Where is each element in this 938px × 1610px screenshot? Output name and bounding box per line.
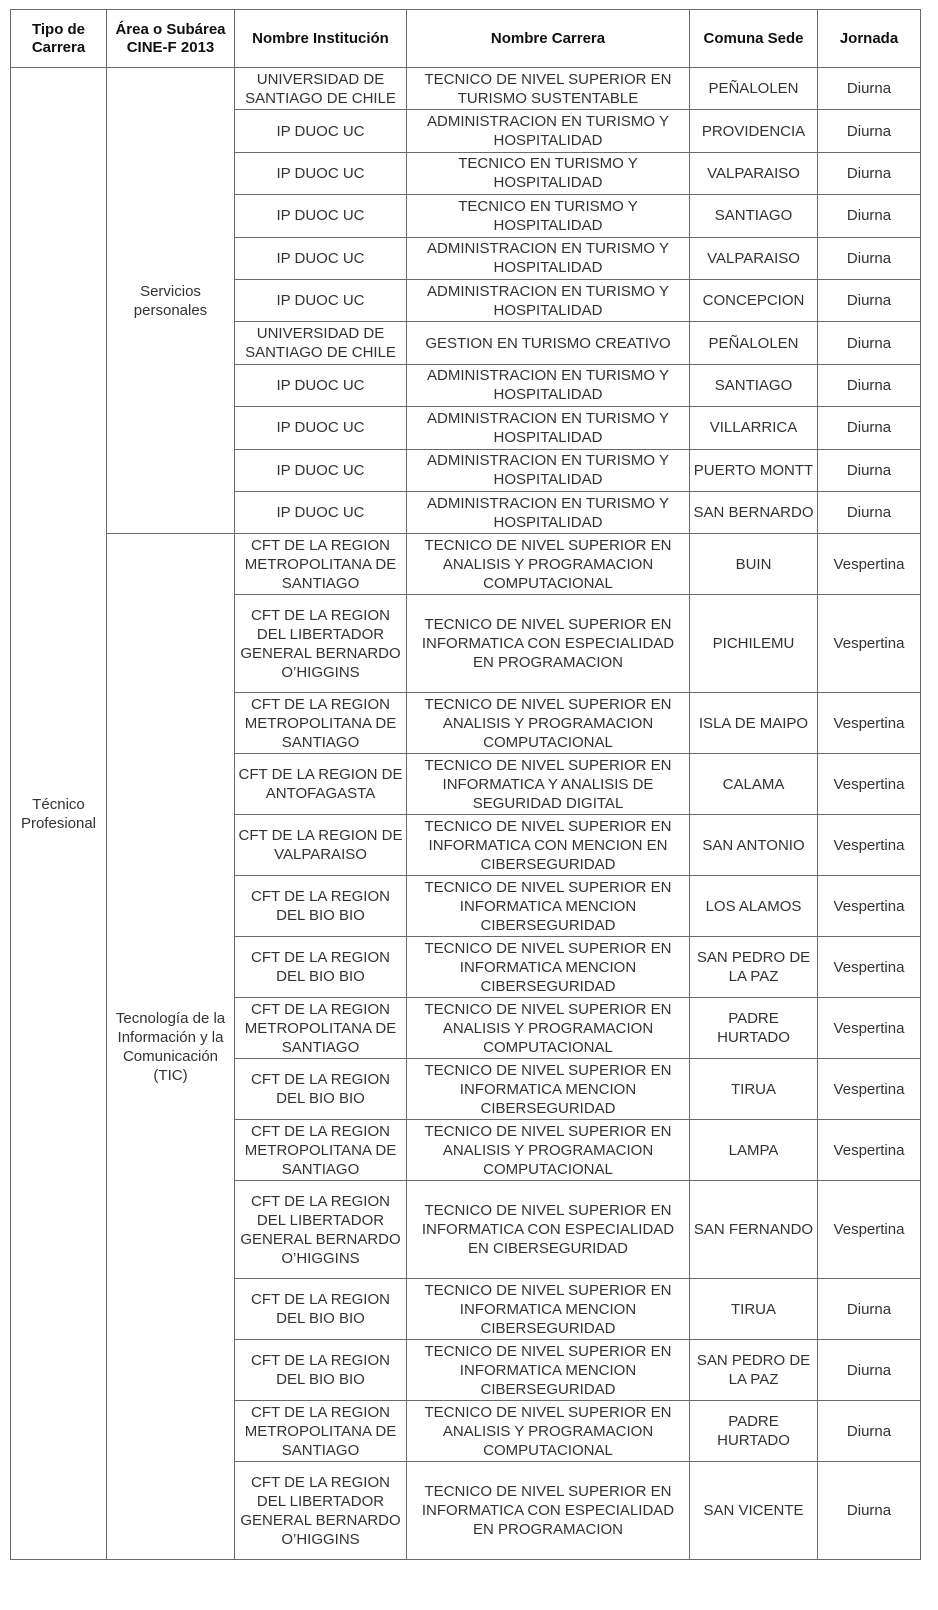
carrera-cell: TECNICO DE NIVEL SUPERIOR EN ANALISIS Y PROGRAMACION COMPUTACIONAL [407,693,690,754]
carrera-cell: ADMINISTRACION EN TURISMO Y HOSPITALIDAD [407,364,690,406]
comuna-cell: PEÑALOLEN [690,68,818,110]
comuna-cell: LOS ALAMOS [690,876,818,937]
comuna-cell: TIRUA [690,1059,818,1120]
header-comuna: Comuna Sede [690,10,818,68]
comuna-cell: SAN PEDRO DE LA PAZ [690,1340,818,1401]
jornada-cell: Vespertina [818,1120,921,1181]
carrera-cell: TECNICO DE NIVEL SUPERIOR EN INFORMATICA MENCION CIBERSEGURIDAD [407,1340,690,1401]
institucion-cell: UNIVERSIDAD DE SANTIAGO DE CHILE [235,322,407,364]
institucion-cell: UNIVERSIDAD DE SANTIAGO DE CHILE [235,68,407,110]
jornada-cell: Vespertina [818,693,921,754]
comuna-cell: ISLA DE MAIPO [690,693,818,754]
comuna-cell: PUERTO MONTT [690,449,818,491]
jornada-cell: Diurna [818,449,921,491]
carrera-cell: ADMINISTRACION EN TURISMO Y HOSPITALIDAD [407,407,690,449]
jornada-cell: Diurna [818,1279,921,1340]
carrera-cell: TECNICO DE NIVEL SUPERIOR EN INFORMATICA MENCION CIBERSEGURIDAD [407,1279,690,1340]
institucion-cell: CFT DE LA REGION DEL LIBERTADOR GENERAL BERNARDO O’HIGGINS [235,595,407,693]
table-row [11,68,921,110]
jornada-cell: Diurna [818,279,921,321]
header-area: Área o Subárea CINE-F 2013 [107,10,235,68]
area-tic-cell: Tecnología de la Información y la Comunicación (TIC) [107,534,235,1560]
carrera-cell: TECNICO EN TURISMO Y HOSPITALIDAD [407,195,690,237]
institucion-cell: IP DUOC UC [235,407,407,449]
institucion-cell: CFT DE LA REGION METROPOLITANA DE SANTIAGO [235,1120,407,1181]
institucion-cell: CFT DE LA REGION METROPOLITANA DE SANTIAGO [235,998,407,1059]
institucion-cell: CFT DE LA REGION DEL BIO BIO [235,937,407,998]
institucion-cell: CFT DE LA REGION DE VALPARAISO [235,815,407,876]
comuna-cell: VALPARAISO [690,152,818,194]
comuna-cell: CALAMA [690,754,818,815]
jornada-cell: Vespertina [818,754,921,815]
jornada-cell: Diurna [818,491,921,533]
jornada-cell: Diurna [818,364,921,406]
carrera-cell: ADMINISTRACION EN TURISMO Y HOSPITALIDAD [407,449,690,491]
comuna-cell: CONCEPCION [690,279,818,321]
institucion-cell: CFT DE LA REGION DEL BIO BIO [235,1059,407,1120]
comuna-cell: PROVIDENCIA [690,110,818,152]
institucion-cell: CFT DE LA REGION DEL LIBERTADOR GENERAL BERNARDO O’HIGGINS [235,1462,407,1560]
institucion-cell: IP DUOC UC [235,491,407,533]
jornada-cell: Vespertina [818,937,921,998]
jornada-cell: Diurna [818,1462,921,1560]
jornada-cell: Diurna [818,195,921,237]
careers-table [10,9,921,1560]
institucion-cell: CFT DE LA REGION METROPOLITANA DE SANTIAGO [235,1401,407,1462]
comuna-cell: PICHILEMU [690,595,818,693]
carrera-cell: TECNICO DE NIVEL SUPERIOR EN ANALISIS Y PROGRAMACION COMPUTACIONAL [407,1401,690,1462]
comuna-cell: PEÑALOLEN [690,322,818,364]
comuna-cell: TIRUA [690,1279,818,1340]
institucion-cell: CFT DE LA REGION DEL BIO BIO [235,1279,407,1340]
header-jornada: Jornada [818,10,921,68]
jornada-cell: Vespertina [818,595,921,693]
jornada-cell: Vespertina [818,876,921,937]
institucion-cell: IP DUOC UC [235,237,407,279]
jornada-cell: Vespertina [818,1181,921,1279]
carrera-cell: TECNICO DE NIVEL SUPERIOR EN ANALISIS Y PROGRAMACION COMPUTACIONAL [407,998,690,1059]
institucion-cell: IP DUOC UC [235,195,407,237]
area-servicios-cell: Servicios personales [107,68,235,534]
jornada-cell: Diurna [818,1340,921,1401]
comuna-cell: SAN BERNARDO [690,491,818,533]
carrera-cell: TECNICO DE NIVEL SUPERIOR EN INFORMATICA CON MENCION EN CIBERSEGURIDAD [407,815,690,876]
jornada-cell: Diurna [818,407,921,449]
comuna-cell: SAN VICENTE [690,1462,818,1560]
jornada-cell: Vespertina [818,998,921,1059]
carrera-cell: ADMINISTRACION EN TURISMO Y HOSPITALIDAD [407,237,690,279]
carrera-cell: TECNICO DE NIVEL SUPERIOR EN ANALISIS Y PROGRAMACION COMPUTACIONAL [407,1120,690,1181]
institucion-cell: CFT DE LA REGION DEL BIO BIO [235,1340,407,1401]
jornada-cell: Vespertina [818,815,921,876]
carrera-cell: TECNICO DE NIVEL SUPERIOR EN INFORMATICA MENCION CIBERSEGURIDAD [407,937,690,998]
carrera-cell: TECNICO DE NIVEL SUPERIOR EN INFORMATICA MENCION CIBERSEGURIDAD [407,1059,690,1120]
header-row [11,10,921,68]
jornada-cell: Diurna [818,110,921,152]
institucion-cell: IP DUOC UC [235,449,407,491]
institucion-cell: CFT DE LA REGION DEL BIO BIO [235,876,407,937]
table-row [11,534,921,595]
tipo-carrera-cell: Técnico Profesional [11,68,107,1560]
carrera-cell: GESTION EN TURISMO CREATIVO [407,322,690,364]
comuna-cell: SANTIAGO [690,364,818,406]
institucion-cell: IP DUOC UC [235,152,407,194]
header-tipo: Tipo de Carrera [11,10,107,68]
carrera-cell: TECNICO EN TURISMO Y HOSPITALIDAD [407,152,690,194]
carrera-cell: TECNICO DE NIVEL SUPERIOR EN INFORMATICA MENCION CIBERSEGURIDAD [407,876,690,937]
jornada-cell: Diurna [818,237,921,279]
carrera-cell: TECNICO DE NIVEL SUPERIOR EN INFORMATICA CON ESPECIALIDAD EN CIBERSEGURIDAD [407,1181,690,1279]
header-institucion: Nombre Institución [235,10,407,68]
carrera-cell: ADMINISTRACION EN TURISMO Y HOSPITALIDAD [407,491,690,533]
carrera-cell: TECNICO DE NIVEL SUPERIOR EN INFORMATICA CON ESPECIALIDAD EN PROGRAMACION [407,1462,690,1560]
jornada-cell: Vespertina [818,1059,921,1120]
comuna-cell: VALPARAISO [690,237,818,279]
jornada-cell: Diurna [818,152,921,194]
comuna-cell: PADRE HURTADO [690,998,818,1059]
comuna-cell: BUIN [690,534,818,595]
carrera-cell: TECNICO DE NIVEL SUPERIOR EN INFORMATICA Y ANALISIS DE SEGURIDAD DIGITAL [407,754,690,815]
header-carrera: Nombre Carrera [407,10,690,68]
institucion-cell: IP DUOC UC [235,279,407,321]
comuna-cell: SAN FERNANDO [690,1181,818,1279]
carrera-cell: TECNICO DE NIVEL SUPERIOR EN TURISMO SUSTENTABLE [407,68,690,110]
comuna-cell: LAMPA [690,1120,818,1181]
comuna-cell: SANTIAGO [690,195,818,237]
institucion-cell: IP DUOC UC [235,110,407,152]
institucion-cell: CFT DE LA REGION METROPOLITANA DE SANTIAGO [235,693,407,754]
jornada-cell: Diurna [818,322,921,364]
institucion-cell: IP DUOC UC [235,364,407,406]
comuna-cell: VILLARRICA [690,407,818,449]
jornada-cell: Diurna [818,1401,921,1462]
carrera-cell: TECNICO DE NIVEL SUPERIOR EN INFORMATICA CON ESPECIALIDAD EN PROGRAMACION [407,595,690,693]
comuna-cell: PADRE HURTADO [690,1401,818,1462]
institucion-cell: CFT DE LA REGION DEL LIBERTADOR GENERAL BERNARDO O’HIGGINS [235,1181,407,1279]
jornada-cell: Vespertina [818,534,921,595]
comuna-cell: SAN ANTONIO [690,815,818,876]
institucion-cell: CFT DE LA REGION DE ANTOFAGASTA [235,754,407,815]
carrera-cell: ADMINISTRACION EN TURISMO Y HOSPITALIDAD [407,279,690,321]
carrera-cell: ADMINISTRACION EN TURISMO Y HOSPITALIDAD [407,110,690,152]
jornada-cell: Diurna [818,68,921,110]
institucion-cell: CFT DE LA REGION METROPOLITANA DE SANTIAGO [235,534,407,595]
comuna-cell: SAN PEDRO DE LA PAZ [690,937,818,998]
carrera-cell: TECNICO DE NIVEL SUPERIOR EN ANALISIS Y PROGRAMACION COMPUTACIONAL [407,534,690,595]
